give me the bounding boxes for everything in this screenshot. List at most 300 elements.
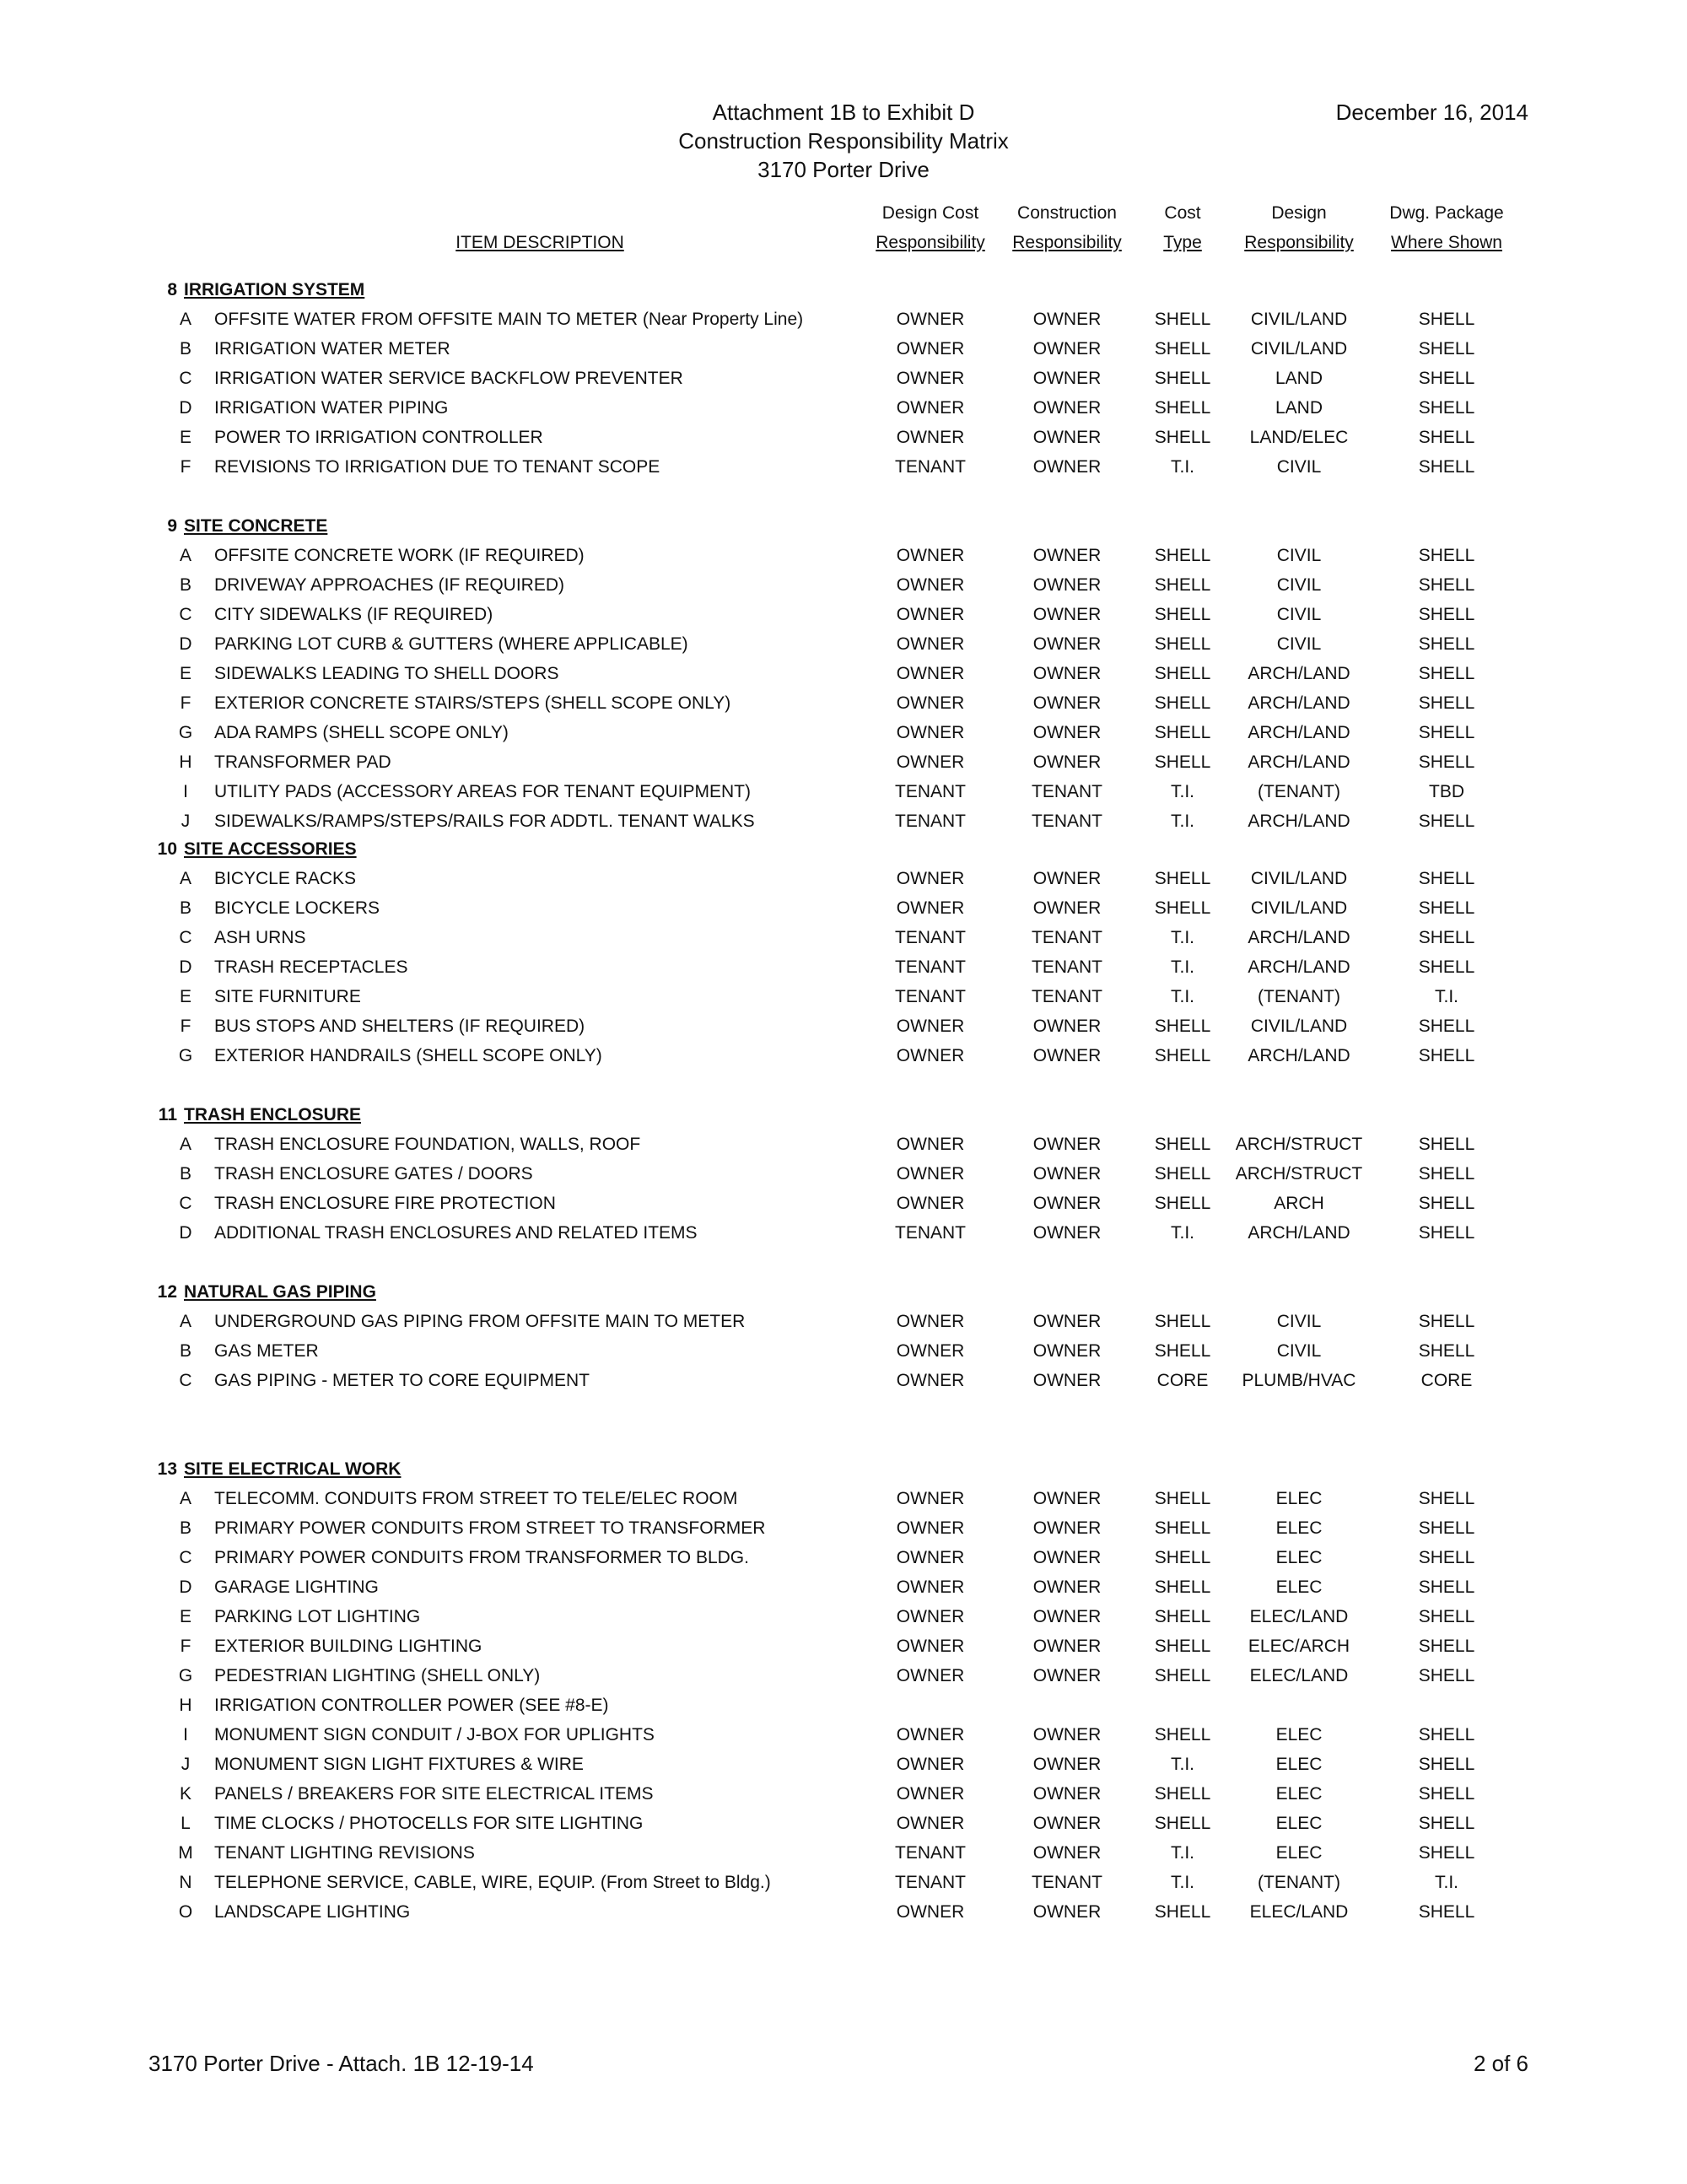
column-header-cost-type-bottom: Type — [1163, 233, 1202, 252]
design-cost-cell: TENANT — [895, 457, 966, 477]
construction-cell: OWNER — [1032, 339, 1102, 359]
dwg-package-cell: SHELL — [1418, 898, 1475, 918]
construction-cell: OWNER — [1032, 898, 1102, 918]
construction-cell: TENANT — [1032, 957, 1102, 977]
design-cost-cell: TENANT — [895, 1223, 966, 1243]
design-cost-cell: TENANT — [895, 1873, 966, 1892]
section-title: SITE CONCRETE — [184, 516, 328, 536]
dwg-package-cell: SHELL — [1418, 723, 1475, 742]
design-responsibility-cell: CIVIL/LAND — [1250, 898, 1348, 918]
design-responsibility-cell: ELEC — [1275, 1577, 1323, 1597]
cost-type-cell: T.I. — [1170, 457, 1194, 477]
item-description: TRASH ENCLOSURE GATES / DOORS — [214, 1164, 533, 1184]
item-description: PANELS / BREAKERS FOR SITE ELECTRICAL ITEMS — [214, 1784, 654, 1804]
cost-type-cell: SHELL — [1154, 605, 1211, 624]
cost-type-cell: T.I. — [1170, 987, 1194, 1006]
cost-type-cell: SHELL — [1154, 634, 1211, 654]
design-responsibility-cell: PLUMB/HVAC — [1242, 1371, 1356, 1390]
design-cost-cell: OWNER — [896, 723, 965, 742]
item-description: TRANSFORMER PAD — [214, 752, 391, 772]
construction-cell: OWNER — [1032, 1223, 1102, 1243]
cost-type-cell: SHELL — [1154, 1194, 1211, 1213]
dwg-package-cell: SHELL — [1418, 1312, 1475, 1331]
design-cost-cell: OWNER — [896, 869, 965, 888]
item-description: POWER TO IRRIGATION CONTROLLER — [214, 428, 543, 447]
item-letter: C — [179, 1548, 192, 1567]
cost-type-cell: SHELL — [1154, 1637, 1211, 1656]
item-description: GAS METER — [214, 1341, 319, 1361]
column-header-construction-top: Construction — [1017, 203, 1117, 223]
item-letter: H — [179, 1696, 192, 1715]
dwg-package-cell: SHELL — [1418, 812, 1475, 831]
design-cost-cell: OWNER — [896, 1046, 965, 1065]
section-title: TRASH ENCLOSURE — [184, 1105, 362, 1124]
construction-cell: OWNER — [1032, 1341, 1102, 1361]
item-description: PEDESTRIAN LIGHTING (SHELL ONLY) — [214, 1666, 541, 1685]
design-cost-cell: OWNER — [896, 1725, 965, 1745]
cost-type-cell: T.I. — [1170, 928, 1194, 947]
design-cost-cell: TENANT — [895, 812, 966, 831]
item-description: IRRIGATION CONTROLLER POWER (SEE #8-E) — [214, 1696, 609, 1715]
design-cost-cell: OWNER — [896, 310, 965, 329]
item-letter: H — [179, 752, 192, 772]
dwg-package-cell: T.I. — [1434, 1873, 1458, 1892]
dwg-package-cell: SHELL — [1418, 1194, 1475, 1213]
design-responsibility-cell: ELEC/LAND — [1249, 1607, 1349, 1626]
cost-type-cell: SHELL — [1154, 1046, 1211, 1065]
cost-type-cell: SHELL — [1154, 1902, 1211, 1922]
item-description: TELEPHONE SERVICE, CABLE, WIRE, EQUIP. (From Street to Bldg.) — [214, 1873, 771, 1892]
item-description: UNDERGROUND GAS PIPING FROM OFFSITE MAIN TO METER — [214, 1312, 746, 1331]
design-responsibility-cell: CIVIL/LAND — [1250, 339, 1348, 359]
construction-cell: OWNER — [1032, 369, 1102, 388]
dwg-package-cell: TBD — [1429, 782, 1464, 801]
construction-cell: OWNER — [1032, 575, 1102, 595]
design-cost-cell: OWNER — [896, 752, 965, 772]
construction-cell: OWNER — [1032, 1666, 1102, 1685]
item-letter: F — [180, 1637, 191, 1656]
dwg-package-cell: SHELL — [1418, 1843, 1475, 1863]
dwg-package-cell: SHELL — [1418, 428, 1475, 447]
cost-type-cell: SHELL — [1154, 1341, 1211, 1361]
item-letter: E — [179, 987, 191, 1006]
item-letter: A — [179, 310, 191, 329]
design-cost-cell: OWNER — [896, 339, 965, 359]
dwg-package-cell: SHELL — [1418, 1784, 1475, 1804]
cost-type-cell: SHELL — [1154, 1489, 1211, 1508]
dwg-package-cell: SHELL — [1418, 339, 1475, 359]
design-cost-cell: OWNER — [896, 1017, 965, 1036]
footer-document-reference: 3170 Porter Drive - Attach. 1B 12-19-14 — [148, 2051, 534, 2076]
item-description: IRRIGATION WATER PIPING — [214, 398, 449, 418]
design-cost-cell: OWNER — [896, 693, 965, 713]
item-description: TRASH ENCLOSURE FOUNDATION, WALLS, ROOF — [214, 1135, 641, 1154]
item-description: REVISIONS TO IRRIGATION DUE TO TENANT SCOPE — [214, 457, 660, 477]
document-date: December 16, 2014 — [1335, 100, 1528, 125]
design-cost-cell: OWNER — [896, 634, 965, 654]
section-number: 12 — [157, 1282, 177, 1302]
column-header-dwg-package-bottom: Where Shown — [1391, 233, 1502, 252]
design-responsibility-cell: ELEC/LAND — [1249, 1902, 1349, 1922]
item-letter: B — [179, 1341, 191, 1361]
design-cost-cell: OWNER — [896, 1489, 965, 1508]
item-letter: F — [180, 1017, 191, 1036]
cost-type-cell: SHELL — [1154, 723, 1211, 742]
item-description: SIDEWALKS LEADING TO SHELL DOORS — [214, 664, 559, 683]
section-number: 9 — [167, 516, 177, 536]
dwg-package-cell: SHELL — [1418, 1607, 1475, 1626]
design-responsibility-cell: ELEC — [1275, 1489, 1323, 1508]
construction-cell: OWNER — [1032, 1902, 1102, 1922]
dwg-package-cell: SHELL — [1418, 957, 1475, 977]
design-cost-cell: OWNER — [896, 1135, 965, 1154]
construction-cell: OWNER — [1032, 546, 1102, 565]
item-description: OFFSITE CONCRETE WORK (IF REQUIRED) — [214, 546, 585, 565]
document-title-line2: Construction Responsibility Matrix — [678, 128, 1009, 154]
section-title: SITE ACCESSORIES — [184, 839, 357, 859]
item-description: PRIMARY POWER CONDUITS FROM TRANSFORMER TO BLDG. — [214, 1548, 749, 1567]
dwg-package-cell: SHELL — [1418, 457, 1475, 477]
item-description: DRIVEWAY APPROACHES (IF REQUIRED) — [214, 575, 565, 595]
design-cost-cell: OWNER — [896, 575, 965, 595]
column-header-construction-bottom: Responsibility — [1012, 233, 1122, 252]
construction-cell: OWNER — [1032, 1607, 1102, 1626]
design-cost-cell: OWNER — [896, 1194, 965, 1213]
construction-cell: OWNER — [1032, 1577, 1102, 1597]
design-cost-cell: OWNER — [896, 898, 965, 918]
item-letter: B — [179, 1164, 191, 1184]
construction-cell: OWNER — [1032, 1843, 1102, 1863]
item-description: BUS STOPS AND SHELTERS (IF REQUIRED) — [214, 1017, 585, 1036]
item-letter: M — [178, 1843, 193, 1863]
item-letter: D — [179, 634, 192, 654]
item-letter: D — [179, 957, 192, 977]
item-letter: C — [179, 369, 192, 388]
item-letter: F — [180, 693, 191, 713]
construction-cell: OWNER — [1032, 1312, 1102, 1331]
item-description: IRRIGATION WATER METER — [214, 339, 450, 359]
cost-type-cell: T.I. — [1170, 957, 1194, 977]
design-responsibility-cell: ARCH/LAND — [1248, 1223, 1350, 1243]
item-letter: B — [179, 339, 191, 359]
item-letter: F — [180, 457, 191, 477]
design-responsibility-cell: (TENANT) — [1258, 782, 1340, 801]
design-cost-cell: TENANT — [895, 928, 966, 947]
item-letter: G — [178, 723, 193, 742]
cost-type-cell: SHELL — [1154, 1017, 1211, 1036]
item-description: EXTERIOR CONCRETE STAIRS/STEPS (SHELL SCOPE ONLY) — [214, 693, 731, 713]
design-cost-cell: OWNER — [896, 398, 965, 418]
construction-cell: OWNER — [1032, 693, 1102, 713]
item-description: ADDITIONAL TRASH ENCLOSURES AND RELATED ITEMS — [214, 1223, 698, 1243]
design-responsibility-cell: ARCH/LAND — [1248, 723, 1350, 742]
design-responsibility-cell: ELEC — [1275, 1755, 1323, 1774]
design-responsibility-cell: LAND — [1275, 369, 1323, 388]
dwg-package-cell: SHELL — [1418, 752, 1475, 772]
item-letter: J — [181, 1755, 191, 1774]
item-letter: B — [179, 898, 191, 918]
dwg-package-cell: SHELL — [1418, 1341, 1475, 1361]
design-responsibility-cell: CIVIL/LAND — [1250, 869, 1348, 888]
item-description: BICYCLE RACKS — [214, 869, 357, 888]
dwg-package-cell: SHELL — [1418, 1017, 1475, 1036]
design-cost-cell: OWNER — [896, 1518, 965, 1538]
item-description: TELECOMM. CONDUITS FROM STREET TO TELE/ELEC ROOM — [214, 1489, 738, 1508]
design-responsibility-cell: ELEC/ARCH — [1248, 1637, 1350, 1656]
construction-cell: OWNER — [1032, 1046, 1102, 1065]
section-title: NATURAL GAS PIPING — [184, 1282, 376, 1302]
item-description: SITE FURNITURE — [214, 987, 361, 1006]
design-responsibility-cell: ELEC — [1275, 1518, 1323, 1538]
cost-type-cell: SHELL — [1154, 369, 1211, 388]
item-letter: G — [178, 1666, 193, 1685]
item-letter: I — [183, 1725, 188, 1745]
design-cost-cell: OWNER — [896, 1341, 965, 1361]
construction-cell: OWNER — [1032, 1814, 1102, 1833]
cost-type-cell: SHELL — [1154, 1666, 1211, 1685]
item-letter: C — [179, 928, 192, 947]
design-responsibility-cell: LAND — [1275, 398, 1323, 418]
cost-type-cell: SHELL — [1154, 693, 1211, 713]
design-responsibility-cell: ARCH/LAND — [1248, 693, 1350, 713]
construction-cell: OWNER — [1032, 664, 1102, 683]
dwg-package-cell: SHELL — [1418, 1046, 1475, 1065]
dwg-package-cell: SHELL — [1418, 1666, 1475, 1685]
item-description: GARAGE LIGHTING — [214, 1577, 379, 1597]
dwg-package-cell: SHELL — [1418, 1755, 1475, 1774]
design-cost-cell: OWNER — [896, 1312, 965, 1331]
design-responsibility-cell: ARCH/LAND — [1248, 752, 1350, 772]
construction-cell: TENANT — [1032, 928, 1102, 947]
item-letter: A — [179, 546, 191, 565]
dwg-package-cell: SHELL — [1418, 1577, 1475, 1597]
cost-type-cell: SHELL — [1154, 1135, 1211, 1154]
item-description: CITY SIDEWALKS (IF REQUIRED) — [214, 605, 493, 624]
design-responsibility-cell: ELEC/LAND — [1249, 1666, 1349, 1685]
dwg-package-cell: SHELL — [1418, 1164, 1475, 1184]
construction-cell: OWNER — [1032, 1135, 1102, 1154]
item-description: TENANT LIGHTING REVISIONS — [214, 1843, 475, 1863]
design-cost-cell: OWNER — [896, 1902, 965, 1922]
design-cost-cell: OWNER — [896, 1548, 965, 1567]
item-description: PARKING LOT LIGHTING — [214, 1607, 421, 1626]
item-letter: A — [179, 1312, 191, 1331]
design-responsibility-cell: CIVIL — [1276, 605, 1322, 624]
item-description: SIDEWALKS/RAMPS/STEPS/RAILS FOR ADDTL. TENANT WALKS — [214, 812, 755, 831]
item-description: GAS PIPING - METER TO CORE EQUIPMENT — [214, 1371, 590, 1390]
item-letter: L — [181, 1814, 191, 1833]
construction-cell: OWNER — [1032, 457, 1102, 477]
column-header-design-top: Design — [1271, 203, 1327, 223]
cost-type-cell: T.I. — [1170, 782, 1194, 801]
construction-cell: OWNER — [1032, 869, 1102, 888]
construction-cell: OWNER — [1032, 398, 1102, 418]
construction-cell: OWNER — [1032, 752, 1102, 772]
cost-type-cell: T.I. — [1170, 1223, 1194, 1243]
dwg-package-cell: SHELL — [1418, 1637, 1475, 1656]
construction-cell: OWNER — [1032, 428, 1102, 447]
section-number: 13 — [157, 1459, 177, 1479]
design-responsibility-cell: ARCH/LAND — [1248, 957, 1350, 977]
design-responsibility-cell: ARCH/STRUCT — [1235, 1135, 1363, 1154]
cost-type-cell: SHELL — [1154, 575, 1211, 595]
design-cost-cell: TENANT — [895, 987, 966, 1006]
item-letter: E — [179, 664, 191, 683]
design-responsibility-cell: CIVIL — [1276, 1312, 1322, 1331]
dwg-package-cell: SHELL — [1418, 1725, 1475, 1745]
item-letter: A — [179, 1489, 191, 1508]
item-letter: G — [178, 1046, 193, 1065]
construction-cell: TENANT — [1032, 987, 1102, 1006]
section-title: SITE ELECTRICAL WORK — [184, 1459, 402, 1479]
construction-cell: OWNER — [1032, 605, 1102, 624]
design-responsibility-cell: CIVIL — [1276, 1341, 1322, 1361]
design-cost-cell: OWNER — [896, 1814, 965, 1833]
item-description: OFFSITE WATER FROM OFFSITE MAIN TO METER (Near Property Line) — [214, 310, 804, 329]
design-cost-cell: TENANT — [895, 957, 966, 977]
column-header-design-cost-top: Design Cost — [881, 203, 979, 223]
construction-cell: OWNER — [1032, 1489, 1102, 1508]
design-cost-cell: OWNER — [896, 369, 965, 388]
dwg-package-cell: SHELL — [1418, 1223, 1475, 1243]
item-letter: D — [179, 1577, 192, 1597]
design-responsibility-cell: CIVIL/LAND — [1250, 1017, 1348, 1036]
design-cost-cell: TENANT — [895, 1843, 966, 1863]
item-letter: B — [179, 1518, 191, 1538]
item-letter: K — [179, 1784, 191, 1804]
design-responsibility-cell: CIVIL — [1276, 546, 1322, 565]
construction-cell: OWNER — [1032, 1518, 1102, 1538]
design-responsibility-cell: ARCH — [1274, 1194, 1324, 1213]
cost-type-cell: SHELL — [1154, 664, 1211, 683]
dwg-package-cell: SHELL — [1418, 1814, 1475, 1833]
design-cost-cell: OWNER — [896, 546, 965, 565]
construction-cell: TENANT — [1032, 812, 1102, 831]
item-description: PRIMARY POWER CONDUITS FROM STREET TO TRANSFORMER — [214, 1518, 766, 1538]
item-description: TRASH RECEPTACLES — [214, 957, 408, 977]
construction-cell: TENANT — [1032, 782, 1102, 801]
construction-cell: OWNER — [1032, 1017, 1102, 1036]
cost-type-cell: SHELL — [1154, 1312, 1211, 1331]
cost-type-cell: SHELL — [1154, 1518, 1211, 1538]
item-description: BICYCLE LOCKERS — [214, 898, 380, 918]
design-cost-cell: OWNER — [896, 1607, 965, 1626]
construction-cell: OWNER — [1032, 310, 1102, 329]
item-letter: I — [183, 782, 188, 801]
construction-cell: OWNER — [1032, 1784, 1102, 1804]
dwg-package-cell: SHELL — [1418, 928, 1475, 947]
item-letter: A — [179, 1135, 191, 1154]
dwg-package-cell: SHELL — [1418, 869, 1475, 888]
cost-type-cell: SHELL — [1154, 752, 1211, 772]
design-cost-cell: OWNER — [896, 1371, 965, 1390]
cost-type-cell: SHELL — [1154, 546, 1211, 565]
design-responsibility-cell: ARCH/LAND — [1248, 1046, 1350, 1065]
column-header-dwg-package-top: Dwg. Package — [1389, 203, 1504, 223]
design-cost-cell: OWNER — [896, 1666, 965, 1685]
item-description: ASH URNS — [214, 928, 306, 947]
document-title-line3: 3170 Porter Drive — [757, 157, 930, 182]
design-responsibility-cell: CIVIL/LAND — [1250, 310, 1348, 329]
cost-type-cell: SHELL — [1154, 1725, 1211, 1745]
item-description: TIME CLOCKS / PHOTOCELLS FOR SITE LIGHTING — [214, 1814, 644, 1833]
dwg-package-cell: SHELL — [1418, 369, 1475, 388]
design-cost-cell: OWNER — [896, 1784, 965, 1804]
construction-cell: OWNER — [1032, 1755, 1102, 1774]
design-cost-cell: OWNER — [896, 605, 965, 624]
design-responsibility-cell: CIVIL — [1276, 457, 1322, 477]
dwg-package-cell: CORE — [1420, 1371, 1473, 1390]
dwg-package-cell: SHELL — [1418, 1489, 1475, 1508]
construction-cell: OWNER — [1032, 723, 1102, 742]
item-description: LANDSCAPE LIGHTING — [214, 1902, 411, 1922]
construction-cell: OWNER — [1032, 1725, 1102, 1745]
cost-type-cell: T.I. — [1170, 1873, 1194, 1892]
item-description: IRRIGATION WATER SERVICE BACKFLOW PREVENTER — [214, 369, 683, 388]
item-letter: B — [179, 575, 191, 595]
item-description: ADA RAMPS (SHELL SCOPE ONLY) — [214, 723, 509, 742]
item-letter: O — [178, 1902, 193, 1922]
design-responsibility-cell: ELEC — [1275, 1843, 1323, 1863]
cost-type-cell: T.I. — [1170, 1843, 1194, 1863]
design-responsibility-cell: ELEC — [1275, 1784, 1323, 1804]
dwg-package-cell: SHELL — [1418, 1548, 1475, 1567]
dwg-package-cell: SHELL — [1418, 605, 1475, 624]
cost-type-cell: SHELL — [1154, 398, 1211, 418]
construction-cell: OWNER — [1032, 1194, 1102, 1213]
dwg-package-cell: SHELL — [1418, 1135, 1475, 1154]
document-title-line1: Attachment 1B to Exhibit D — [712, 100, 975, 125]
column-header-cost-type-top: Cost — [1164, 203, 1201, 223]
design-cost-cell: OWNER — [896, 1164, 965, 1184]
design-responsibility-cell: ARCH/LAND — [1248, 812, 1350, 831]
cost-type-cell: SHELL — [1154, 1164, 1211, 1184]
item-letter: E — [179, 1607, 191, 1626]
cost-type-cell: SHELL — [1154, 1548, 1211, 1567]
construction-cell: OWNER — [1032, 1637, 1102, 1656]
footer-page-number: 2 of 6 — [1473, 2051, 1528, 2076]
dwg-package-cell: SHELL — [1418, 693, 1475, 713]
construction-cell: OWNER — [1032, 1548, 1102, 1567]
dwg-package-cell: SHELL — [1418, 546, 1475, 565]
design-responsibility-cell: (TENANT) — [1258, 1873, 1340, 1892]
design-cost-cell: OWNER — [896, 1637, 965, 1656]
design-cost-cell: OWNER — [896, 428, 965, 447]
item-letter: D — [179, 398, 192, 418]
item-letter: C — [179, 1371, 192, 1390]
design-responsibility-cell: CIVIL — [1276, 575, 1322, 595]
column-header-design-bottom: Responsibility — [1244, 233, 1354, 252]
dwg-package-cell: SHELL — [1418, 310, 1475, 329]
cost-type-cell: SHELL — [1154, 1784, 1211, 1804]
section-number: 11 — [158, 1105, 177, 1124]
section-number: 8 — [167, 280, 177, 299]
construction-cell: TENANT — [1032, 1873, 1102, 1892]
column-header-design-cost-bottom: Responsibility — [876, 233, 985, 252]
design-responsibility-cell: ARCH/STRUCT — [1235, 1164, 1363, 1184]
item-letter: E — [179, 428, 191, 447]
item-letter: D — [179, 1223, 192, 1243]
design-responsibility-cell: (TENANT) — [1258, 987, 1340, 1006]
cost-type-cell: CORE — [1156, 1371, 1209, 1390]
dwg-package-cell: SHELL — [1418, 1902, 1475, 1922]
item-letter: N — [179, 1873, 192, 1892]
design-responsibility-cell: ARCH/LAND — [1248, 928, 1350, 947]
dwg-package-cell: SHELL — [1418, 664, 1475, 683]
item-description: TRASH ENCLOSURE FIRE PROTECTION — [214, 1194, 556, 1213]
cost-type-cell: SHELL — [1154, 428, 1211, 447]
dwg-package-cell: SHELL — [1418, 398, 1475, 418]
